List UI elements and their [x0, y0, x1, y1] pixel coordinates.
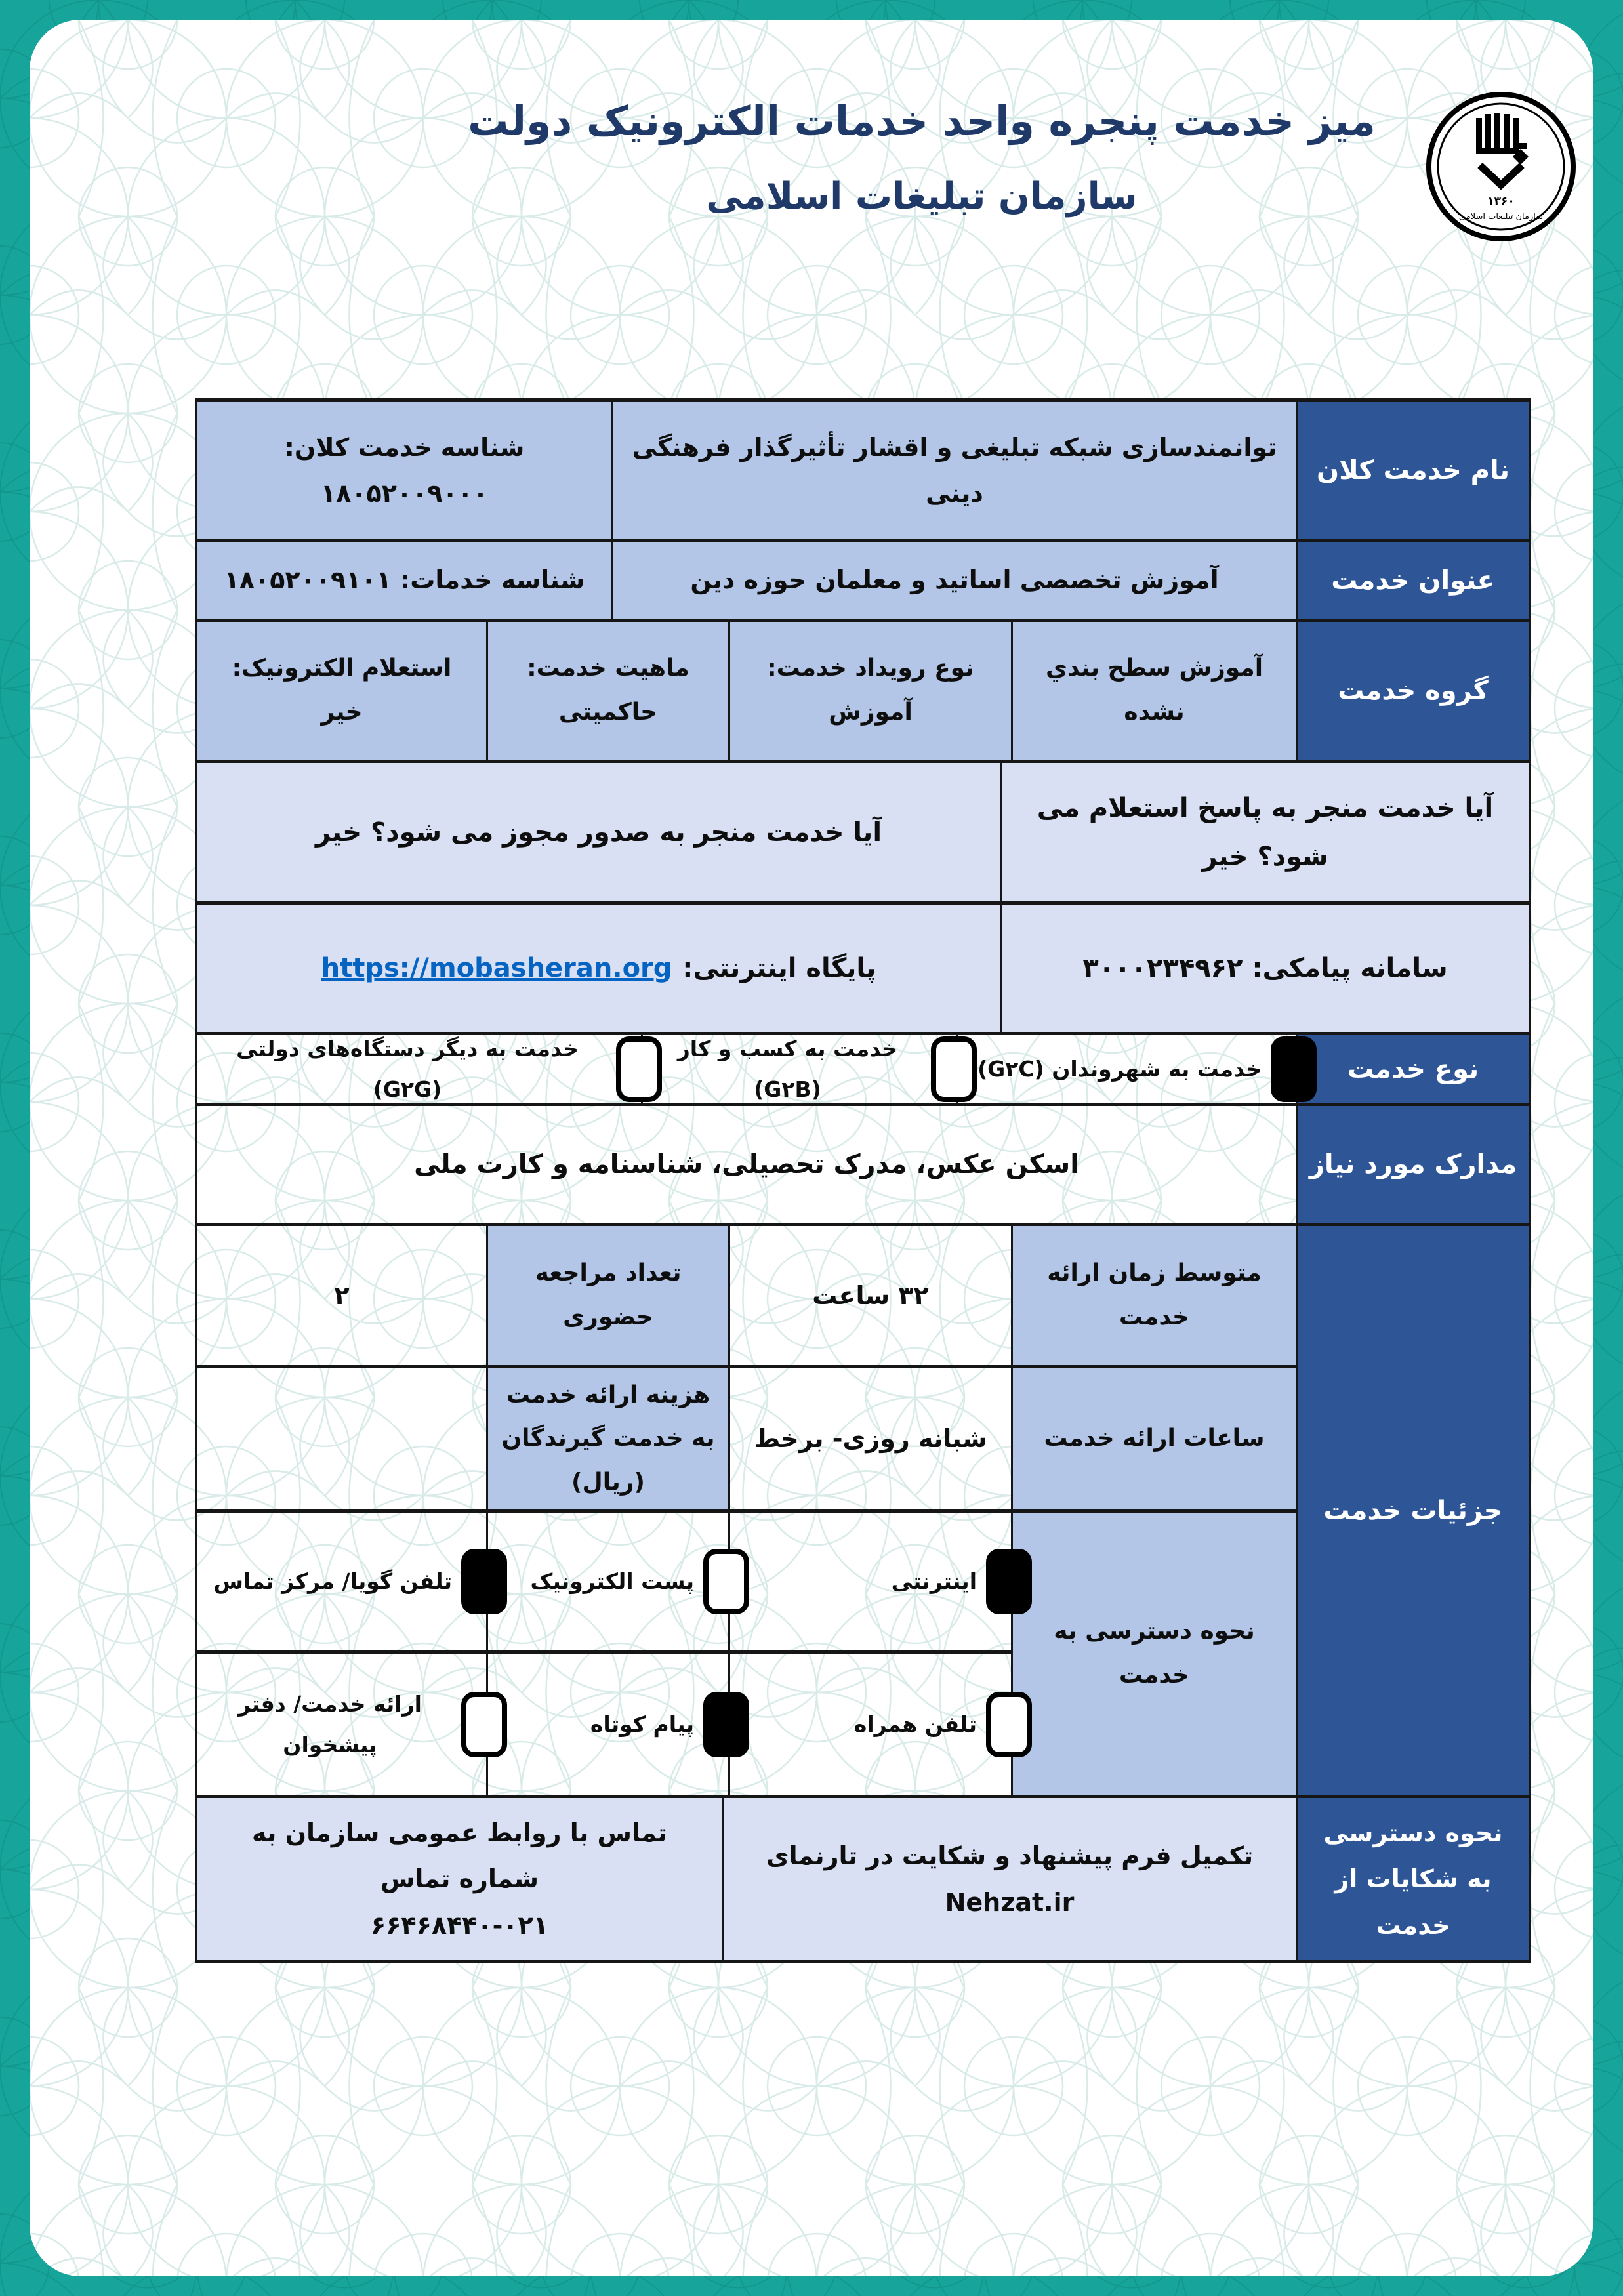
avg-time-value-cell: ۳۲ ساعت	[730, 1226, 1013, 1368]
access-sms-cell	[488, 1654, 730, 1798]
cost-value-cell	[197, 1368, 488, 1513]
ivr-checkbox[interactable]	[461, 1549, 507, 1614]
website-link[interactable]: https://mobasheran.org	[321, 953, 672, 983]
access-mobile-cell	[730, 1654, 1013, 1798]
macro-service-id-cell: شناسه خدمت کلان: ۱۸۰۵۲۰۰۹۰۰۰	[197, 402, 613, 542]
details-label-cell: جزئیات خدمت	[1298, 1226, 1531, 1798]
service-group-label-cell: گروه خدمت	[1298, 622, 1531, 763]
service-nature-value: حاکمیتی	[558, 699, 658, 726]
cost-label-cell: هزینه ارائه خدمت به خدمت گیرندگان (ریال)	[488, 1368, 730, 1513]
sms-number: ۳۰۰۰۲۳۴۹۶۲	[1082, 953, 1243, 983]
access-label-cell: نحوه دسترسی به خدمت	[1013, 1513, 1298, 1798]
service-type-label-cell: نوع خدمت	[1298, 1035, 1531, 1106]
avg-time-label-cell: متوسط زمان ارائه خدمت	[1013, 1226, 1298, 1368]
g2b-label: خدمت به کسب و کار (G۲B)	[677, 1036, 898, 1102]
complaints-label-cell: نحوه دسترسی به شکایات از خدمت	[1298, 1798, 1531, 1963]
service-title-label-cell: عنوان خدمت	[1298, 542, 1531, 622]
service-id-cell: شناسه خدمات: ۱۸۰۵۲۰۰۹۱۰۱	[197, 542, 613, 622]
visits-label-cell: تعداد مراجعه حضوری	[488, 1226, 730, 1368]
g2b-checkbox[interactable]	[931, 1036, 977, 1102]
shortmessage-checkbox[interactable]	[703, 1692, 749, 1757]
mobile-checkbox[interactable]	[986, 1692, 1032, 1757]
organization-logo	[1422, 88, 1580, 245]
g2g-checkbox[interactable]	[616, 1036, 662, 1102]
access-ivr-cell	[197, 1513, 488, 1654]
counter-checkbox[interactable]	[461, 1692, 507, 1757]
email-checkbox[interactable]	[703, 1549, 749, 1614]
inquiry-question-cell: آیا خدمت منجر به پاسخ استعلام می شود؟ خیر	[1002, 763, 1531, 905]
page-card	[30, 20, 1593, 2276]
service-type-g2g-cell	[197, 1035, 643, 1106]
g2c-label: خدمت به شهروندان (G۲C)	[977, 1056, 1262, 1082]
electronic-inquiry-cell	[197, 622, 488, 763]
page-title: میز خدمت پنجره واحد خدمات الکترونیک دولت	[468, 97, 1376, 145]
logo-year: ۱۳۶۰	[1487, 195, 1515, 208]
hours-value-cell: شبانه روزی- برخط	[730, 1368, 1013, 1513]
internet-label: اینترنتی	[891, 1568, 977, 1595]
access-counter-cell	[197, 1654, 488, 1798]
service-nature-cell	[488, 622, 730, 763]
documents-label-cell: مدارک مورد نیاز	[1298, 1106, 1531, 1226]
website-label: پایگاه اینترنتی:	[682, 953, 876, 983]
email-label: پست الکترونیک	[530, 1568, 694, 1595]
sms-label: سامانه پیامکی:	[1252, 953, 1448, 983]
complaints-phone-number: ۶۶۴۶۸۴۴۰-۰۲۱	[371, 1910, 548, 1940]
logo-caption: سازمان تبلیغات اسلامی	[1458, 212, 1544, 222]
website-cell	[197, 905, 1002, 1035]
mobile-label: تلفن همراه	[853, 1711, 977, 1737]
license-question-cell: آیا خدمت منجر به صدور مجوز می شود؟ خیر	[197, 763, 1002, 905]
documents-value-cell: اسکن عکس، مدرک تحصیلی، شناسنامه و کارت ملی	[197, 1106, 1298, 1226]
counter-label: ارائه خدمت/ دفتر پیشخوان	[238, 1691, 422, 1757]
macro-service-name-cell: توانمندسازی شبکه تبلیغی و اقشار تأثیرگذار فرهنگی دینی	[613, 402, 1298, 542]
internet-checkbox[interactable]	[986, 1549, 1032, 1614]
service-type-g2b-cell	[643, 1035, 958, 1106]
complaints-web-cell: تکمیل فرم پیشنهاد و شکایت در تارنمای Nehzat.ir	[724, 1798, 1298, 1963]
service-name-cell: آموزش تخصصی اساتید و معلمان حوزه دین	[613, 542, 1298, 622]
electronic-inquiry-value: خیر	[321, 699, 363, 726]
electronic-inquiry-label: استعلام الکترونیک:	[232, 655, 452, 682]
ivr-label: تلفن گویا/ مرکز تماس	[213, 1568, 452, 1595]
document-header	[312, 97, 1532, 218]
access-email-cell	[488, 1513, 730, 1654]
service-nature-label: ماهیت خدمت:	[527, 655, 689, 682]
complaints-phone-cell	[197, 1798, 724, 1963]
shortmessage-label: پیام کوتاه	[590, 1711, 694, 1737]
g2g-label: خدمت به دیگر دستگاه‌های دولتی (G۲G)	[236, 1036, 579, 1102]
visits-value-cell: ۲	[197, 1226, 488, 1368]
organization-title: سازمان تبلیغات اسلامی	[706, 175, 1138, 218]
service-type-g2c-cell	[958, 1035, 1298, 1106]
access-internet-cell	[730, 1513, 1013, 1654]
complaints-phone-text: تماس با روابط عمومی سازمان به شماره تماس	[252, 1818, 667, 1894]
service-info-table	[195, 398, 1531, 1963]
hours-label-cell: ساعات ارائه خدمت	[1013, 1368, 1298, 1513]
macro-service-label-cell: نام خدمت کلان	[1298, 402, 1531, 542]
service-event-label: نوع رویداد خدمت:	[767, 655, 974, 682]
service-group-value-cell: آموزش سطح بندي نشده	[1013, 622, 1298, 763]
service-event-value: آموزش	[829, 699, 913, 726]
service-event-cell	[730, 622, 1013, 763]
sms-cell	[1002, 905, 1531, 1035]
g2c-checkbox[interactable]	[1271, 1036, 1317, 1102]
